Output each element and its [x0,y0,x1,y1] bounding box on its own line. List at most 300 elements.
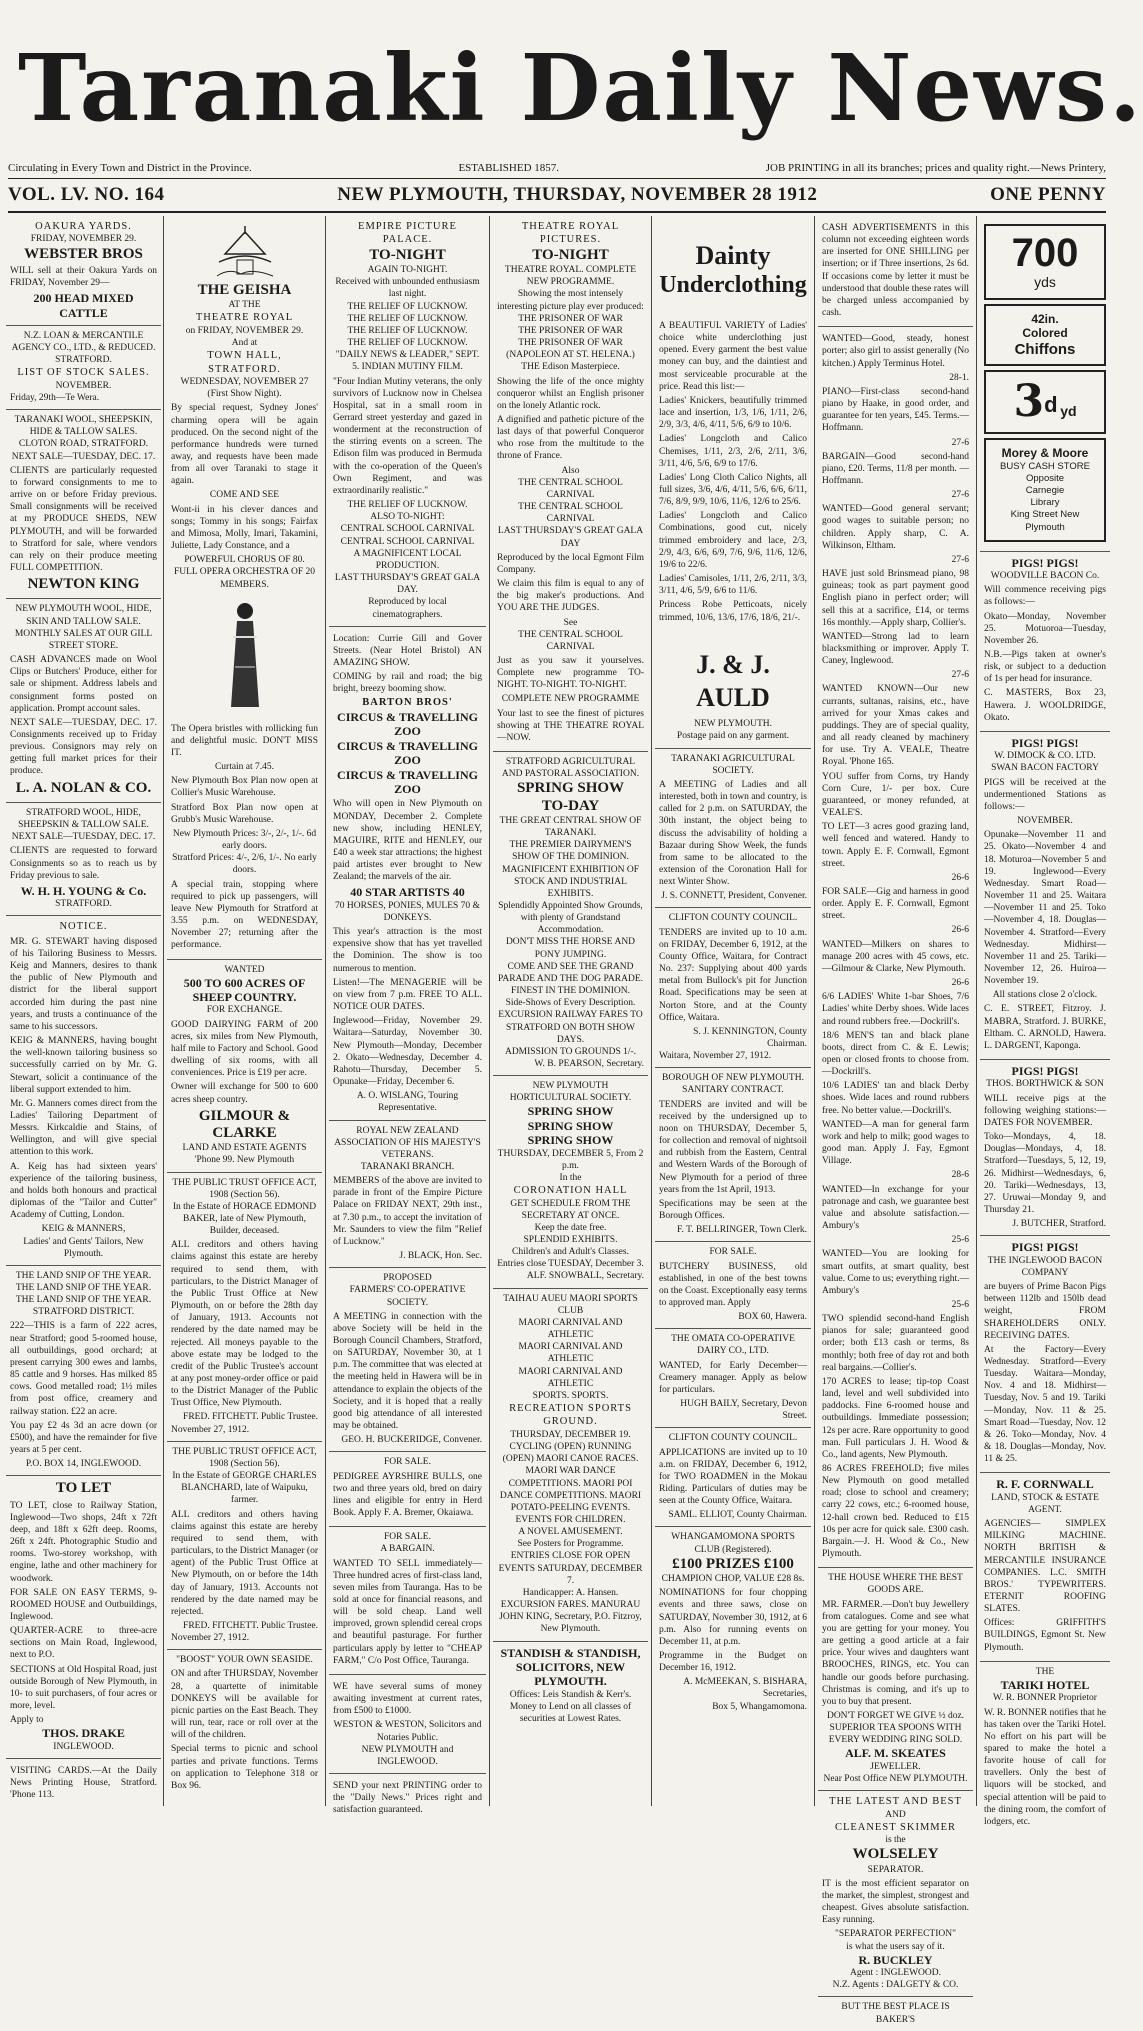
classified-item: BARGAIN—Good second-hand piano, £20. Terms, 11/8 per month. — Hoffmann. [822,451,969,486]
ad-text: CHAMPION CHOP, VALUE £28 8s. [661,1574,805,1585]
notice-body: MR. G. STEWART having disposed of his Tailoring Business to Messrs. Keig and Manners, desires to thank the public of New Plymouth and district for the liberal support accorded him during the past nine years, and trusts a continuance of the same to his successors. [10,936,157,1032]
ad-text: SEPARATOR. [867,1864,924,1875]
ad-heading: WHANGAMOMONA SPORTS CLUB (Registered). [671,1532,795,1555]
ad-text: Entries close TUESDAY, December 3. [497,1259,644,1270]
ad-text: Children's and Adult's Classes. [512,1247,629,1258]
wanted-sheep-country-ad [167,960,322,1173]
notice-subheading: TARANAKI BRANCH. [360,1161,455,1172]
ad-text: Reproduced by local cinematographers. [368,597,447,620]
ad-text: Library [1030,497,1060,509]
ad-prices: New Plymouth Prices: 3/-, 2/-, 1/-. 6d early doors. [172,828,317,852]
yards-box [984,224,1106,300]
notice-sign: J. S. CONNETT, President, Convener. [661,891,807,902]
notice-sign: GEO. H. BUCKERIDGE, Convener. [341,1435,482,1446]
dainty-underclothing-ad [655,216,811,749]
ad-body: By special request, Sydney Jones' charming opera will be again produced. On the second night of the performance hundreds were turned away, and requests have been made from all over Taranaki to stage it again. [171,403,318,487]
ad-feature: THE CENTRAL SCHOOL CARNIVAL [518,477,623,500]
to-let-ad [6,1476,161,1759]
ad-dates: At the Factory—Every Wednesday. Stratford—Every Tuesday. Waitara—Monday, Nov. 4 and 18. Midhirst—Tuesday, Nov. 5 and 19. Tariki—Monday, Nov. 11 & 25. Smart Road—Tuesday, Nov. 12 & 26. Toko—Monday, Nov. 4 & 18. Douglas—Monday, Nov. 11 & 25. [984,1344,1106,1465]
notice-sign: FRED. FITCHETT. Public Trustee. [183,1412,318,1423]
ad-contact: P.O. BOX 14, INGLEWOOD. [25,1459,142,1470]
ad-heading: STRATFORD AGRICULTURAL AND PASTORAL ASSOCIATION. [501,757,640,780]
ad-unit: yds [1034,274,1056,290]
divider [8,211,1106,213]
established-line: ESTABLISHED 1857. [458,162,560,174]
ad-sign: J. BUTCHER, Stratford. [1012,1219,1106,1230]
ad-text: POWERFUL CHORUS OF 80. [184,555,305,566]
ad-item: Ladies' Camisoles, 1/11, 2/6, 2/11, 3/3, 3/11, 4/6, 5/9, 6/6 to 11/6. [659,574,807,597]
ad-firm: J. & J. AULD [696,649,770,712]
ad-text: AT THE [228,300,261,311]
ad-date: THURSDAY, DECEMBER 5, From 2 p.m. [497,1148,644,1171]
notice-subheading: SANITARY CONTRACT. [682,1085,784,1096]
column-rule [325,216,326,1806]
ad-heading: THE LAND SNIP OF THE YEAR. [15,1270,152,1281]
ad-heading: WANTED [224,964,265,975]
ad-body: ON and after THURSDAY, November 28, a quartette of inimitable DONKEYS will be available for picnic parties on the East Beach. They will run, tear, race or roll over at the will of the children. [171,1669,318,1741]
ad-body: WILL receive pigs at the following weighing stations:— DATES FOR NOVEMBER. [984,1093,1106,1128]
ad-headline: SPRING SHOW [527,1118,614,1133]
ad-text: COME AND SEE [209,490,280,501]
ad-text: ALSO TO-NIGHT: [370,512,445,523]
classified-item: WANTED—Strong lad to learn blacksmithing or improver. Apply T. Caney, Inglewood. [822,631,969,667]
ad-firm: L. A. NOLAN & CO. [15,779,152,796]
ad-body: The Opera bristles with rollicking fun and delightful music. DON'T MISS IT. [171,723,318,758]
ad-body: A BEAUTIFUL VARIETY of Ladies' choice white underclothing just opened. Every garment the best value money can buy, and the daintiest and most serviceable procurable at the price. Read this list:— [659,320,807,392]
ad-body: Showing the life of the once mighty conqueror whilst an English prisoner on the lonely Atlantic rock. [497,376,644,411]
ad-heading: THE LAND SNIP OF THE YEAR. [15,1283,152,1294]
ad-body: MR. FARMER.—Don't buy Jewellery from catalogues. Come and see what you are getting for your money. You are getting a good article at a fair price. Your wives and daughters want BROOCHES, RINGS, etc. You can handle our goods before purchasing. Christmas is coming, and it's up to you to buy that present. [822,1599,969,1707]
ad-body: "Four Indian Mutiny veterans, the only survivors of Lucknow now in Chelsea Hospital, sat in a small room in Gerrard street yesterday and gazed in wonderment at the reconstruction of the stirring events on a screen. The Edison film was produced in Bermuda with the co-operation of the Queen's Own Regiment, and was extraordinarily realistic." [333,376,482,496]
ad-headline: CIRCUS & TRAVELLING ZOO [337,738,478,768]
classified-item: 86 ACRES FREEHOLD; five miles New Plymouth on good metalled road; close to school and creamery; carry 22 cows, etc.; 6-roomed house, 12-hall crown bed. Reduced to £15 10s per acre for quick sale. £300 cash. Bargain.—J. H. Wood & Co., New Plymouth. [822,1464,969,1560]
notice-firm: KEIG & MANNERS, [41,1224,126,1235]
ad-text: SPLENDID EXHIBITS. [523,1235,618,1246]
ad-feature: MAORI CARNIVAL AND ATHLETIC [518,1342,623,1365]
whangamomona-sports-ad [655,1527,811,1717]
ad-location: Location: Currie Gill and Gover Streets. (Near Hotel Bristol) AN AMAZING SHOW. [333,633,482,668]
ad-body: CASH ADVANCES made on Wool Clips or Butchers' Produce, either for sale or shipment. Address labels and consignment forms posted on application. Prompt account sales. [10,655,157,714]
ad-body: This year's attraction is the most expensive show that has yet travelled the Dominion. The show is too numerous to mention. [333,927,482,974]
notice-date: Waitara, November 27, 1912. [659,1051,772,1062]
ad-text: is what the users say of it. [846,1941,945,1952]
ad-text: A MAGNIFICENT LOCAL PRODUCTION. [353,548,462,571]
skeates-jeweller-ad [818,1568,973,1791]
ad-heading: NEW PLYMOUTH HORTICULTURAL SOCIETY. [509,1081,632,1104]
ad-feature: THE PRISONER OF WAR [518,325,623,336]
ad-feature: THE CENTRAL SCHOOL CARNIVAL [518,502,623,525]
column-6 [818,216,973,2025]
notice-heading: CLIFTON COUNTY COUNCIL. [668,1433,798,1444]
ad-date: THURSDAY, DECEMBER 19. [510,1429,631,1440]
donkeys-ad [167,1650,322,1799]
ad-feature: THE CENTRAL SCHOOL CARNIVAL [518,629,623,652]
notice-body: TENDERS are invited up to 10 a.m. on FRIDAY, December 6, 1912, at the County Office, Waitara, for Contract No. 237: Supplying about 400 yards metal from Bullock's pit for Junction Road. Specifications may be seen at Norton Store, and at the County Office, Waitara. [659,927,807,1023]
masthead-title: Taranaki Daily News. [18,34,1143,142]
ad-text: See [563,617,578,628]
ad-sign: C. E. STREET, Fitzroy. J. MABRA, Stratford. J. BURKE, Eltham. C. ARNOLD, Hawera. L. DARGENT, Kaponga. [984,1004,1106,1051]
ad-next-sale: NEXT SALE—TUESDAY, DEC. 17. Consignments received up to Friday previous. Consignors may rely on getting full market prices for their produce. [10,717,157,777]
ad-feature: THE RELIEF OF LUCKNOW. [347,338,468,349]
ad-firm: R. F. CORNWALL [996,1477,1094,1492]
geisha-figure-illustration [225,597,265,717]
ad-text: A NOVEL AMUSEMENT. [518,1527,623,1538]
ad-place: NEW PLYMOUTH. [693,719,773,730]
ad-text: See Posters for Programme. [517,1539,624,1550]
ad-heading: STRATFORD WOOL, HIDE, SHEEPSKIN & TALLOW SALE. [18,807,149,831]
ad-firm: ALF. M. SKEATES [845,1746,946,1761]
bakers-ad [818,1997,973,2030]
ad-body: SECTIONS at Old Hospital Road, just outside Borough of New Plymouth, in 10- to suit purchasers, of four acres or more, level. [10,1664,157,1712]
ad-text: (NAPOLEON AT ST. HELENA.) [506,350,635,361]
classified-code: 25-6 [951,1235,969,1246]
ad-body: We claim this film is equal to any of the big maker's productions. And YOU ARE THE JUDGES. [497,579,644,614]
ad-headline: PIGS! PIGS! [1011,1240,1079,1255]
standish-ad [493,1642,648,1731]
ad-body: GOOD DAIRYING FARM of 200 acres, six miles from New Plymouth, half mile to Factory and School. Good dwelling of six rooms, with all conveniences. Price is £19 per acre. [171,1019,318,1079]
ad-text: Received with unbounded enthusiasm last night. [335,277,480,300]
ad-text: 42in. [1031,311,1059,326]
classified-list [818,327,973,1568]
ad-firm: STANDISH & STANDISH, SOLICITORS, NEW PLYMOUTH. [500,1645,641,1689]
notice-body: APPLICATIONS are invited up to 10 a.m. on FRIDAY, December 6, 1912, for TWO ROADMEN in the Mokau Riding. Particulars of duties may be seen at the County Office, Waitara. [659,1447,807,1507]
keig-manners-notice [6,916,161,1266]
ad-text: CYCLING (OPEN) RUNNING (OPEN) MAORI CANOE RACES. [502,1442,639,1465]
veterans-notice [329,1121,486,1269]
ad-body: WILL sell at their Oakura Yards on FRIDAY, November 29— [10,265,157,288]
young-ad [6,803,161,916]
ad-headline: TO-DAY [541,797,600,814]
ad-feature: 70 HORSES, PONIES, MULES 70 & DONKEYS. [335,900,480,924]
ad-text: THE GREAT CENTRAL SHOW OF TARANAKI. [499,815,642,839]
omata-dairy-ad [655,1329,811,1428]
barton-circus-ad [329,627,486,1121]
ad-date: FRIDAY, NOVEMBER 29. [30,234,137,245]
pagoda-illustration [215,224,275,278]
ad-item: Ladies' Knickers, beautifully trimmed lace and insertion, 1/3, 1/6, 1/11, 2/6, 2/9, 3/3, 4/6, 4/11, 5/6, 6/9 to 10/6. [659,395,807,431]
farmers-society-notice [329,1268,486,1452]
ad-body: Owner will exchange for 500 to 600 acres sheep country. [171,1082,318,1105]
circulation-line: Circulating in Every Town and District in the Province. [8,162,252,174]
column-1 [6,216,161,1806]
ad-body: New Plymouth Box Plan now open at Collier's Music Warehouse. [171,776,318,799]
notice-heading: THE PUBLIC TRUST OFFICE ACT, 1908 (Section 56). [172,1177,317,1200]
ad-body: IT is the most efficient separator on the market, the simplest, strongest and cheapest. Gives absolute satisfaction. Easy running. [822,1878,969,1926]
printing-ad [329,1774,486,1823]
ad-dates: Okato—Monday, November 25. Motuoroa—Tuesday, November 26. [984,611,1106,646]
ad-headline: CIRCUS & TRAVELLING ZOO [337,767,478,796]
ad-body: Programme in the Budget on December 16, 1912. [659,1650,807,1674]
ad-venue: CORONATION HALL [513,1185,628,1197]
ad-sign: A. O. WISLANG, Touring Representative. [356,1091,459,1114]
ad-feature: CENTRAL SCHOOL CARNIVAL [340,524,475,535]
visiting-cards-ad [6,1759,161,1808]
ad-text: FULL OPERA ORCHESTRA OF 20 MEMBERS. [173,567,316,590]
ad-body: WANTED TO SELL immediately—Three hundred acres of first-class land, seven miles from Tauranga. Has to be sold at once for financial reasons, and will be sold cheap. Land well improved, grown splendid cereal crops and beautiful pasturage. For further particulars apply by letter to "CHEAP FARM," C/o Post Office, Tauranga. [333,1558,482,1666]
dateline: NEW PLYMOUTH, THURSDAY, NOVEMBER 28 1912 [337,184,818,205]
ad-sign: W. B. PEARSON, Secretary. [534,1059,644,1069]
ad-text: In the [559,1172,582,1183]
ad-apply: Apply to [10,1715,44,1726]
ad-headline: SPRING SHOW [527,1133,614,1148]
ad-text: FOR EXCHANGE. [206,1005,283,1016]
classified-code: 26-6 [951,925,969,936]
column-rule [489,216,490,1806]
ad-text: Showing the most intensely interesting picture play ever produced: [497,289,644,312]
column-rule [814,216,815,1806]
classified-item: WANTED—Good, steady, honest porter; also girl to assist generally (No kitchen.) Apply Terminus Hotel. [822,334,969,369]
ad-firm: TARIKI HOTEL [1000,1677,1090,1692]
classified-code: 27-6 [951,437,969,448]
notice-body: ALL creditors and others having claims against this estate are hereby required to send them, with particulars, to the District Manager of the Public Trust Office at New Plymouth, on or before the 28th day of January, 1913. Accounts not rendered by the date named may be rejected. All moneys payable to the above estate may be lodged to the credit of the Public Trustee's account at any post money-order office or paid to the District Manager of the Public Trust Office, New Plymouth. [171,1240,318,1409]
masthead-strip-top [8,160,1106,176]
ad-body: Reproduced by the local Egmont Film Company. [497,552,644,575]
divider [8,178,1106,179]
ad-contact: Box 5, Whangamomona. [712,1701,807,1712]
ad-text: Postage paid on any garment. [676,731,790,742]
ad-contact: 'Phone 99. New Plymouth [194,1155,295,1166]
ad-subheading: LIST OF STOCK SALES. [17,367,150,379]
ad-prices: Stratford Prices: 4/-, 2/6, 1/-. No early doors. [172,853,317,876]
ad-body: W. R. BONNER notifies that he has taken over the Tariki Hotel. No effort on his part will be spared to make the hotel a favorite house of call for travellers. Only the best of liquors will be stocked, and special attention will be paid to the dining room, the comfort of lodgers, etc. [984,1707,1106,1827]
notice-heading: PROPOSED [383,1273,432,1284]
ad-heading: THE HOUSE WHERE THE BEST GOODS ARE. [828,1573,963,1596]
ad-place: INGLEWOOD. [53,1741,114,1752]
theatre-royal-pictures-ad [493,216,648,752]
ad-heading: "BOOST" YOUR OWN SEASIDE. [176,1655,313,1666]
ad-heading: FOR SALE. [384,1457,431,1468]
ad-body: QUARTER-ACRE to three-acre sections on Main Road, Inglewood, next to P.O. [10,1626,157,1661]
classified-item: 10/6 LADIES' tan and black Derby shoes. Wide laces and round rubbers free. No better value.—Dockrill's. [822,1081,969,1116]
classified-item: YOU suffer from Corns, try Handy Corn Cure, 1/- per box. Cure guaranteed, or money refunded, at VEALE'S. [822,771,969,819]
column-rule [976,216,977,1806]
loan-agency-ad [6,326,161,410]
ad-text: Carnegie [1025,485,1065,497]
notice-sign: SAML. ELLIOT, County Chairman. [668,1510,807,1521]
ad-body: N.B.—Pigs taken at owner's risk, or subject to a deduction of 1s per head for insurance. [984,649,1106,685]
classified-item: WANTED KNOWN—Our new currants, sultanas, raisins, etc., have arrived for your Xmas cakes and puddings. They are of special quality, and all ready cleaned by machinery for use. Try A. VEALE, Theatre Royal. 'Phone 165. [822,684,969,768]
column-4 [493,216,648,1806]
ad-text: "DAILY NEWS & LEADER," SEPT. 5. INDIAN MUTINY FILM. [335,350,480,373]
ad-subheading: CLOTON ROAD, STRATFORD. [18,439,149,450]
ad-month: NOVEMBER. [55,380,112,391]
column-5 [655,216,811,1806]
borthwick-pigs-ad [980,1060,1110,1236]
ad-headline: BUT THE BEST PLACE IS BAKER'S [841,2002,950,2025]
ad-firm: WESTON & WESTON, Solicitors and Notaries Public. [333,1720,482,1743]
ad-subheading: LAND, STOCK & ESTATE AGENT. [991,1492,1099,1515]
stratford-spring-show-ad [493,752,648,1076]
ad-venue: THEATRE ROYAL [195,312,294,324]
woodville-pigs-ad [980,552,1110,732]
ad-heading: NEW PLYMOUTH WOOL, HIDE, SKIN AND TALLOW SALE. [15,604,152,627]
ad-body: A dignified and pathetic picture of the last days of that powerful Conqueror who rose from the multitude to the throne of France. [497,415,644,462]
notice-body: ALL creditors and others having claims against this estate are hereby required to send them, with particulars, to the District Manager (or agent) of the Public Trust Office at New Plymouth, on or before the 14th day of January, 1913. Accounts not rendered by the date named may be rejected. [171,1509,318,1617]
classified-item: PIANO—First-class second-hand piano by Haake, in good order, and guarantee for ten years, £45. Terms.—Hoffmann. [822,386,969,434]
ad-text: JEWELLER. [870,1761,921,1772]
ad-headline: TO-NIGHT [532,246,609,263]
ad-body: PEDIGREE AYRSHIRE BULLS, one two and three years old, bred on dairy lines and eligible for entry in Herd Book. Apply F. A. Bremer, Okaiawa. [333,1471,482,1519]
oakura-yards-ad [6,216,161,326]
butchery-for-sale-ad [655,1242,811,1329]
ad-body: WANTED, for Early December—Creamery manager. Apply as below for particulars. [659,1360,807,1395]
ad-place: King Street New Plymouth [1010,509,1080,533]
geisha-ad [167,216,322,960]
ad-feature: THE PRISONER OF WAR [518,338,623,349]
chiffons-box [984,304,1106,366]
ad-heading: THE LAND SNIP OF THE YEAR. [15,1295,152,1306]
ad-headline: TO-NIGHT [369,246,446,263]
ad-firm: GILMOUR & CLARKE [198,1107,291,1141]
ad-contact: BOX 60, Hawera. [738,1312,807,1323]
classified-code: 28-1. [949,372,969,383]
empire-picture-palace-ad [329,216,486,627]
ad-body: CLIENTS are requested to forward Consignments so as to reach us by Friday previous to sale. [10,846,157,881]
column-2 [167,216,322,1806]
roadmen-notice [655,1428,811,1527]
ad-next-sale: NEXT SALE—TUESDAY, DEC. 17. [11,832,156,843]
ad-feature: LAST THURSDAY'S GREAT GALA DAY [497,526,644,549]
notice-body: KEIG & MANNERS, having bought the well-known tailoring business so successfully carried on by Mr. G. Stewart, solicit a continuance of the liberal support extended to him. [10,1036,157,1095]
column-rule [163,216,164,1806]
ad-text: DON'T FORGET WE GIVE ½ doz. SUPERIOR TEA SPOONS WITH EVERY WEDDING RING SOLD. [826,1710,965,1746]
ad-text: LAST THURSDAY'S GREAT GALA DAY. [334,573,481,596]
notice-body: A MEETING in connection with the above Society will be held in the Borough Council Chambers, Stratford, on SATURDAY, November 30, at 1 p.m. The committee that was elected at the meeting held in Hawera will be in attendance to explain the objects of the Society, and it is hoped that a really good big attendance of all interested may be obtained. [333,1311,482,1432]
ad-text: AGAIN TO-NIGHT. [367,265,448,276]
ad-heading: THE GEISHA [197,282,292,298]
ad-body: Who will open in New Plymouth on MONDAY, December 2. Complete new show, including HENLEY, MAGUIRE, RITE and HENLEY, our £40 a week star attractions; the highest paid artistes ever brought to New Zealand; the marvels of the air. [333,799,482,883]
ad-month: NOVEMBER. [1017,816,1073,827]
weston-ad [329,1675,486,1774]
ad-text: Handicapper: A. Hansen. [522,1587,619,1598]
ad-headline: PIGS! PIGS! [1011,1064,1079,1079]
ad-feature: MAORI CARNIVAL AND ATHLETIC [518,1366,623,1389]
price-line [992,375,1098,427]
price-line: ONE PENNY [990,184,1106,205]
ad-feature: THE RELIEF OF LUCKNOW. [347,301,468,312]
ad-text: AND [885,1809,906,1820]
ad-sign: EXCURSION FARES. MANURAU JOHN KING, Secretary, P.O. Fitzroy, New Plymouth. [499,1600,642,1635]
ad-text: ADMISSION TO GROUNDS 1/-. [504,1046,637,1057]
ad-text: is the [885,1835,906,1846]
ad-feature: THE RELIEF OF LUCKNOW. [347,325,468,336]
ad-text: THE Edison Masterpiece. [521,362,620,373]
ad-body: Your last to see the finest of pictures showing at THE THEATRE ROYAL—NOW. [497,708,644,743]
ad-body: Stratford Box Plan now open at Grubb's Music Warehouse. [171,802,318,825]
price-value: 3 [1013,375,1045,427]
ad-body: Special terms to picnic and school parties and private functions. Terms on application to Telephone 318 or Box 96. [171,1744,318,1791]
store-box [984,438,1106,541]
ad-sign: ALF. SNOWBALL, Secretary. [526,1271,644,1282]
ad-text: All stations close 2 o'clock. [992,990,1098,1001]
ad-text: Curtain at 7.45. [214,762,275,773]
ad-text: SPORTS. SPORTS. [532,1390,609,1401]
classified-code: 26-6 [951,978,969,989]
maori-sports-ad [493,1289,648,1642]
ad-text: COME AND SEE THE GRAND PARADE AND THE DOG PARADE. FINEST IN THE DOMINION. [497,961,644,997]
column-3 [329,216,486,1816]
ad-heading: TAIHAU AUEU MAORI SPORTS CLUB [503,1293,638,1316]
cornwall-agent-ad [980,1473,1110,1661]
ad-headline: Underclothing [659,272,807,299]
ad-body: PIGS will be received at the undermentioned Stations as follows:— [984,777,1106,812]
ad-next-sale: NEXT SALE—TUESDAY, DEC. 17. [11,451,156,462]
classified-code: 27-6 [951,554,969,565]
ad-body: FOR SALE ON EASY TERMS, 9-ROOMED HOUSE and Outbuildings, Inglewood. [10,1587,157,1623]
ad-headline: WOLSELEY [852,1846,939,1863]
ad-text: THE PREMIER DAIRYMEN'S SHOW OF THE DOMINION. [509,840,632,863]
ad-date: WEDNESDAY, NOVEMBER 27 [180,377,309,388]
notice-body: Mr. G. Manners comes direct from the Ladies' Tailoring Department of Messrs. Kirkcaldie and Stains, of Wellington, and will give special attention to this work. [10,1098,157,1158]
ad-venue: RECREATION SPORTS GROUND. [509,1403,632,1428]
notice-heading: TARANAKI AGRICULTURAL SOCIETY. [671,753,795,776]
ad-place: STRATFORD. [55,899,112,910]
ad-body: CLIENTS are particularly requested to forward consignments to me to arrive on or before Friday previous. Small consignments will be received at my PRODUCE SHEDS, NEW PLYMOUTH, and will be forwarded to Stratford for sale, where vendors can rely on their produce meeting FULL COMPETITION. [10,465,157,574]
notice-date: November 27, 1912. [171,1424,250,1435]
notice-firm: Ladies' and Gents' Tailors, New Plymouth. [23,1236,144,1259]
tauranga-land-ad [329,1527,486,1675]
ad-feature: THE RELIEF OF LUCKNOW. [347,500,468,511]
ad-body: Just as you saw it yourselves. Complete new programme TO-NIGHT. TO-NIGHT. TO-NIGHT. [497,655,644,691]
ad-headline: CIRCUS & TRAVELLING ZOO [337,710,478,739]
ad-firm: SWAN BACON FACTORY [991,763,1099,774]
price-per: yd [1060,402,1077,419]
ad-line: Friday, 29th—Te Wera. [10,393,100,403]
classified-code: 28-6 [951,1170,969,1181]
ad-heading: THE LATEST AND BEST [829,1796,962,1808]
ad-firm: THOS. DRAKE [42,1726,125,1741]
notice-body: TENDERS are invited and will be received by the undersigned up to noon on THURSDAY, December 5, for collection and removal of nightsoil and rubbish from the Eastern, Central and Western Wards of the Borough of New Plymouth for a period of three years from the 1st April, 1913. [659,1099,807,1195]
ad-heading: THE OMATA CO-OPERATIVE DAIRY CO., LTD. [671,1334,795,1357]
ad-headline: £100 PRIZES £100 [672,1555,794,1572]
ad-text: EXCURSION RAILWAY FARES TO STRATFORD ON BOTH SHOW DAYS. [498,1010,643,1045]
ad-heading: N.Z. LOAN & MERCANTILE AGENCY CO., LTD., & REDUCED. STRATFORD. [11,330,156,366]
ad-firm: THOS. BORTHWICK & SON [986,1079,1104,1090]
ad-body: NOMINATIONS for four chopping events and three saws, close on SATURDAY, November 30, 1912, at 6 p.m. Also for running events on December 11, at p.m. [659,1588,807,1647]
classified-item: FOR SALE—Gig and harness in good order. Apply E. F. Cornwall, Egmont street. [822,886,969,922]
ad-text: N.Z. Agents : DALGETY & CO. [832,1980,959,1991]
land-snip-ad [6,1266,161,1477]
notice-heading: ROYAL NEW ZEALAND ASSOCIATION OF HIS MAJESTY'S VETERANS. [334,1125,481,1160]
notice-heading: BOROUGH OF NEW PLYMOUTH. [662,1073,804,1084]
ad-firm: NEWTON KING [27,576,140,593]
ad-item: Ladies' Longcloth and Calico Combinations, good cut, nicely trimmed embroidery and lace, 2/3, 2/9, 4/3, 6/6, 6/9, 7/6, 9/6, 11/6, 12/6, 19/6 to 22/6. [659,511,807,570]
public-trust-notice-1 [167,1173,322,1442]
ad-headline: 700 [1011,231,1079,275]
ad-dates: Toko—Mondays, 4, 18. Douglas—Mondays, 4, 18. Stratford—Tuesdays, 5, 12, 19, 26. Midhirst—Wednesdays, 6, 20. Tariki—Wednesdays, 13, 27. Uruwai—Monday 9, and Thursday 21. [984,1132,1106,1216]
notice-heading: NOTICE. [59,921,108,933]
ad-subheading: 500 TO 600 ACRES OF SHEEP COUNTRY. [183,975,306,1005]
price-box [984,370,1106,434]
ad-item: Ladies' Long Cloth Calico Nights, all full sizes, 3/6, 4/6, 4/11, 5/6, 6/6, 6/11, 7/6, 8/9, 9/9, 10/6, 11/6, 12/6 to 25/6. [659,472,807,508]
nolan-ad [6,599,161,802]
cash-advertisements-notice [818,216,973,327]
newton-king-ad [6,410,161,599]
ad-text: Also [561,465,580,476]
ad-firm: BARTON BROS' [362,697,453,709]
ad-feature: COMPLETE NEW PROGRAMME [501,694,640,705]
ad-contact: Offices: GRIFFITH'S BUILDINGS, Egmont St. New Plymouth. [984,1618,1106,1653]
ad-heading: EMPIRE PICTURE PALACE. [358,221,457,246]
ad-body: 222—THIS is a farm of 222 acres, near Stratford; good 5-roomed house, all outbuildings, good orchard; at present carrying 300 ewes and lambs, 85 cattle and 9 horses. Has milked 85 cows. Good metalled road; 1½ miles from post office, creamery and railway station. £22 an acre. [10,1321,157,1417]
ad-dates: Opunake—November 11 and 25. Okato—November 4 and 18. Moturoa—November 5 and 19. Inglewood—Every Wednesday. Smart Road—November 11 and 25. Waitara—November 11 and 25. Toko—November 4, 18. Douglas—November 4. Stratford—Every Wednesday. Midhirst—November 11 and 25. Tariki—November 12, 26. Huiroa—November 19. [984,830,1106,987]
ad-heading: OAKURA YARDS. [35,221,132,232]
ad-body: Will commence receiving pigs as follows:— [984,585,1106,608]
notice-body: CASH ADVERTISEMENTS in this column not exceeding eighteen words are inserted for ONE SHILLING per insertion; or if Three insertions, 2s 6d. If occasions come by letter it must be understood that double these rates will be charged unless accompanied by cash. [822,223,969,319]
notice-date: November 27, 1912. [171,1633,250,1644]
ad-body: COMING by rail and road; the big bright, breezy booming show. [333,672,482,695]
ad-firm: Morey & Moore [1001,446,1089,461]
